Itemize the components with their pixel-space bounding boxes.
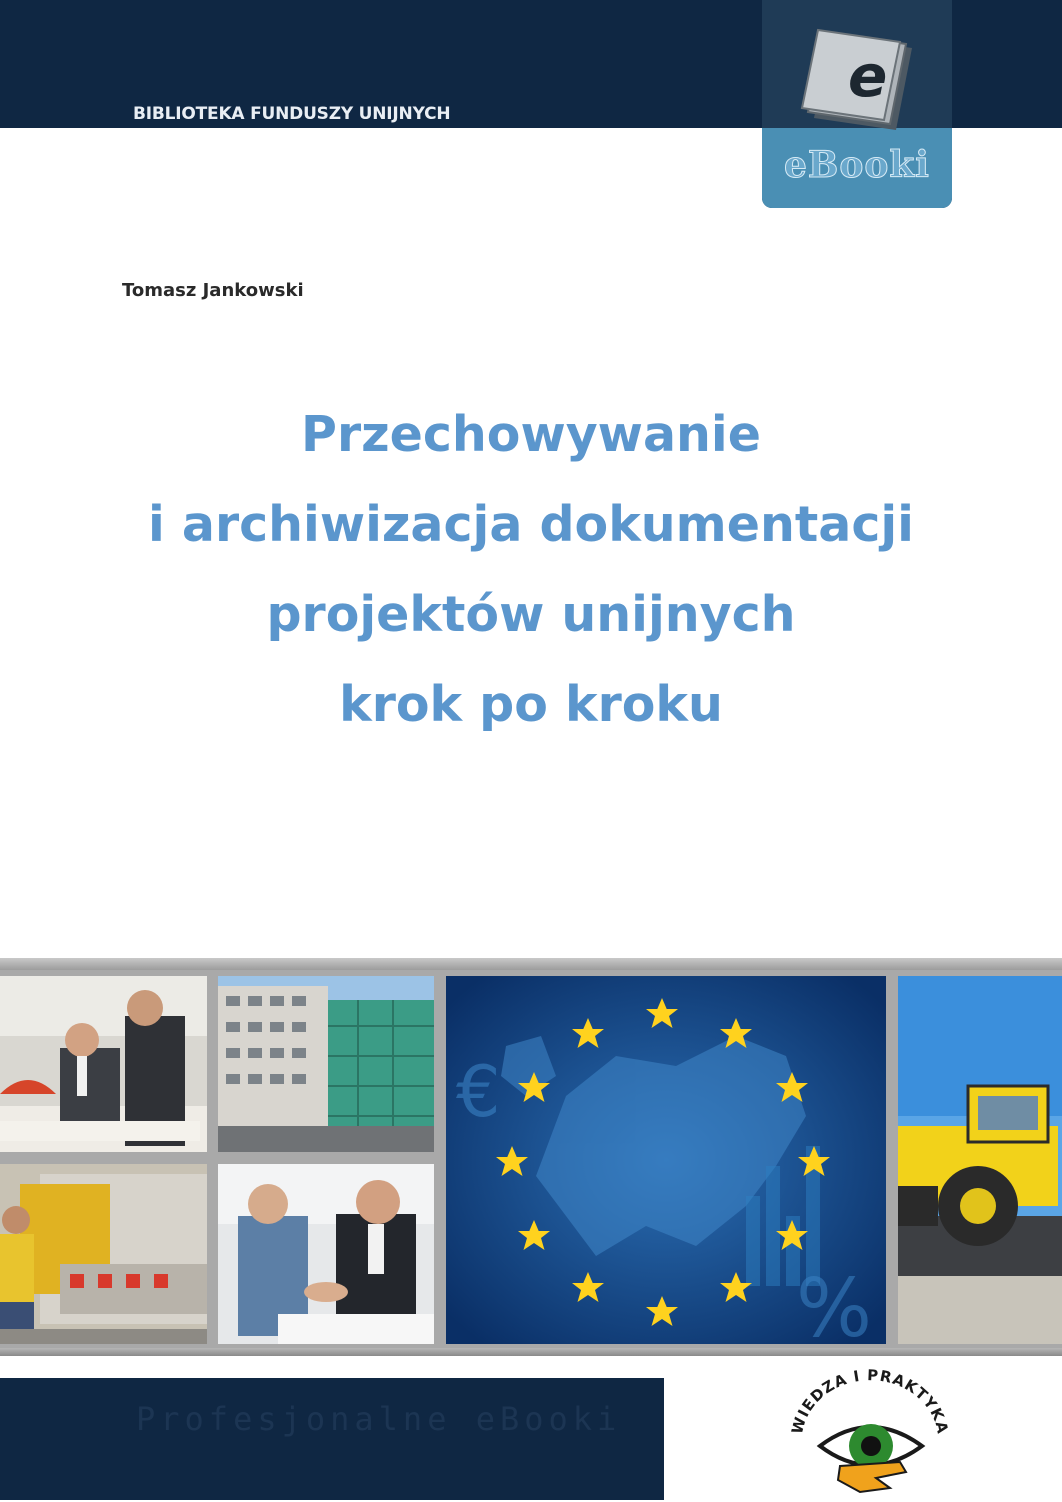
svg-text:WIEDZA I PRAKTYKA: WIEDZA I PRAKTYKA — [787, 1368, 952, 1436]
strip-divider-bottom — [0, 1348, 1062, 1356]
strip-divider-top — [0, 958, 1062, 970]
svg-text:%: % — [796, 1262, 873, 1344]
footer-band — [0, 1378, 664, 1500]
photo-construction-worker — [0, 1164, 207, 1344]
photo-handshake — [218, 1164, 434, 1344]
title-line-4: krok po kroku — [339, 676, 723, 733]
badge-letter: e — [848, 42, 888, 110]
title-line-1: Przechowywanie — [301, 406, 761, 463]
series-label: BIBLIOTEKA FUNDUSZY UNIJNYCH — [133, 104, 451, 124]
book-icon — [800, 26, 920, 136]
ebook-word: eBooki — [784, 144, 930, 186]
svg-text:€: € — [456, 1051, 501, 1133]
author-name: Tomasz Jankowski — [122, 280, 304, 301]
title-line-3: projektów unijnych — [266, 586, 796, 643]
photo-buildings — [218, 976, 434, 1152]
photo-office-meeting — [0, 976, 207, 1152]
publisher-logo — [780, 1368, 960, 1502]
tagline: Profesjonalne eBooki — [136, 1400, 622, 1438]
photo-strip — [0, 970, 1062, 1350]
title-line-2: i archiwizacja dokumentacji — [148, 496, 914, 553]
ebook-badge — [762, 0, 952, 208]
eye-icon — [780, 1368, 960, 1498]
photo-road-roller — [898, 976, 1062, 1344]
book-title — [60, 390, 1002, 750]
photo-eu-map — [446, 976, 886, 1344]
